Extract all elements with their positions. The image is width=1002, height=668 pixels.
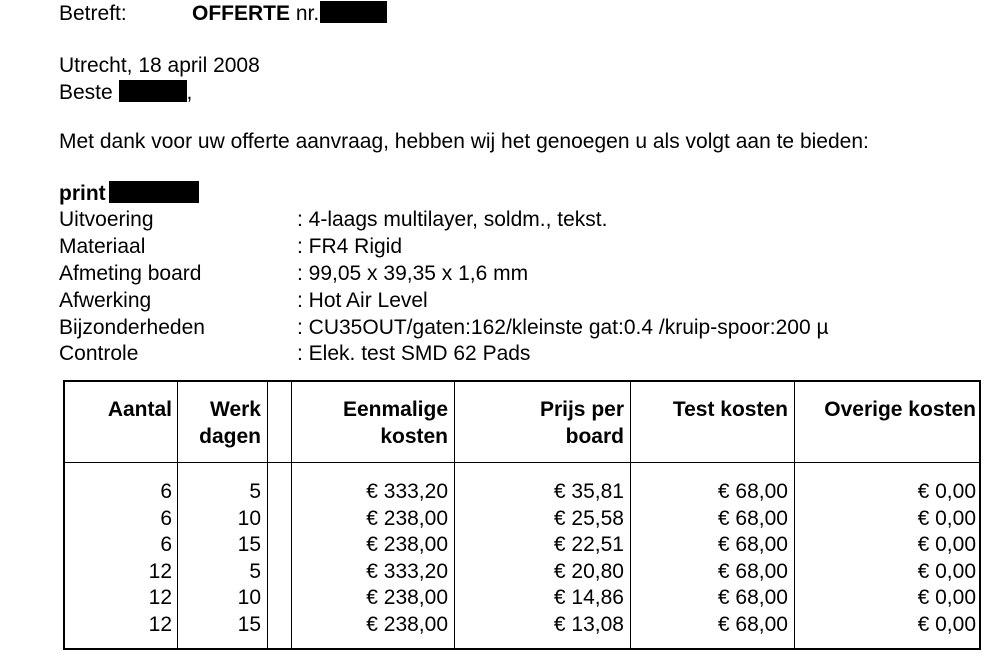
table-cell-prijs: € 14,86 <box>553 586 624 610</box>
offerte-label: OFFERTE <box>192 2 290 25</box>
table-cell-test: € 68,00 <box>717 613 788 636</box>
header-werkdagen-2: dagen <box>199 425 261 448</box>
table-cell-aantal: 6 <box>160 533 172 557</box>
redacted-name <box>119 80 187 102</box>
table-cell-overig: € 0,00 <box>917 586 976 610</box>
header-werkdagen-1: Werk <box>210 398 261 421</box>
table-cell-test: € 68,00 <box>717 586 788 610</box>
table-cell-test: € 68,00 <box>717 480 788 503</box>
header-prijs-1: Prijs per <box>539 398 624 421</box>
table-cell-overig: € 0,00 <box>917 506 976 530</box>
offerte-line <box>192 1 387 27</box>
table-cell-aantal: 12 <box>148 613 172 636</box>
spec-label-afmeting: Afmeting board <box>59 262 202 285</box>
table-cell-test: € 68,00 <box>717 533 788 557</box>
spec-value-materiaal: : FR4 Rigid <box>297 235 403 258</box>
header-overige-kosten: Overige kosten <box>824 398 976 421</box>
betreft-line <box>59 1 127 27</box>
print-label: print <box>59 182 106 205</box>
spec-value-afmeting: : 99,05 x 39,35 x 1,6 mm <box>297 262 529 285</box>
price-table <box>63 380 981 650</box>
header-prijs-2: board <box>565 425 624 448</box>
header-aantal: Aantal <box>107 398 172 421</box>
spec-value-bijzonderheden: : CU35OUT/gaten:162/kleinste gat:0.4 /kruip-spoor:200 µ <box>297 316 829 339</box>
greeting-text: Beste <box>59 81 113 104</box>
column-divider <box>267 382 268 648</box>
header-divider <box>65 462 979 463</box>
table-cell-prijs: € 22,51 <box>553 533 624 557</box>
table-cell-test: € 68,00 <box>717 559 788 583</box>
table-cell-test: € 68,00 <box>717 506 788 530</box>
offerte-nr: nr. <box>295 2 320 25</box>
table-cell-eenmalig: € 333,20 <box>366 559 448 583</box>
date-line: Utrecht, 18 april 2008 <box>59 54 260 77</box>
intro-text: Met dank voor uw offerte aanvraag, hebben wij het genoegen u als volgt aan te bieden: <box>59 130 869 153</box>
spec-value-uitvoering: : 4-laags multilayer, soldm., tekst. <box>297 208 608 231</box>
header-eenmalige-1: Eenmalige <box>342 398 448 421</box>
spec-label-uitvoering: Uitvoering <box>59 208 154 231</box>
spec-label-afwerking: Afwerking <box>59 289 152 312</box>
table-cell-prijs: € 25,58 <box>553 506 624 530</box>
table-cell-dagen: 15 <box>237 613 261 636</box>
table-cell-overig: € 0,00 <box>917 559 976 583</box>
table-cell-aantal: 12 <box>148 586 172 610</box>
table-cell-dagen: 5 <box>249 559 261 583</box>
redacted-print-id <box>109 181 199 203</box>
table-cell-aantal: 6 <box>160 506 172 530</box>
table-cell-overig: € 0,00 <box>917 480 976 503</box>
table-cell-aantal: 6 <box>160 480 172 503</box>
table-cell-eenmalig: € 238,00 <box>366 586 448 610</box>
header-eenmalige-2: kosten <box>380 425 448 448</box>
spec-label-bijzonderheden: Bijzonderheden <box>59 316 205 339</box>
table-cell-eenmalig: € 238,00 <box>366 506 448 530</box>
header-test-kosten: Test kosten <box>672 398 788 421</box>
spec-label-controle: Controle <box>59 342 139 365</box>
table-cell-overig: € 0,00 <box>917 613 976 636</box>
table-cell-prijs: € 13,08 <box>553 613 624 636</box>
print-line <box>59 181 199 207</box>
table-cell-dagen: 15 <box>237 533 261 557</box>
table-cell-prijs: € 35,81 <box>553 480 624 503</box>
table-cell-dagen: 10 <box>237 506 261 530</box>
greeting-line <box>59 80 192 106</box>
spec-label-materiaal: Materiaal <box>59 235 146 258</box>
table-cell-eenmalig: € 238,00 <box>366 613 448 636</box>
table-cell-overig: € 0,00 <box>917 533 976 557</box>
table-cell-eenmalig: € 238,00 <box>366 533 448 557</box>
redacted-offerte-number <box>320 1 387 23</box>
table-cell-aantal: 12 <box>148 559 172 583</box>
table-cell-prijs: € 20,80 <box>553 559 624 583</box>
table-cell-dagen: 10 <box>237 586 261 610</box>
spec-value-controle: : Elek. test SMD 62 Pads <box>297 342 531 365</box>
table-cell-dagen: 5 <box>249 480 261 503</box>
spec-value-afwerking: : Hot Air Level <box>297 289 428 312</box>
table-cell-eenmalig: € 333,20 <box>366 480 448 503</box>
betreft-label: Betreft: <box>59 2 127 25</box>
greeting-punct: , <box>186 81 193 104</box>
